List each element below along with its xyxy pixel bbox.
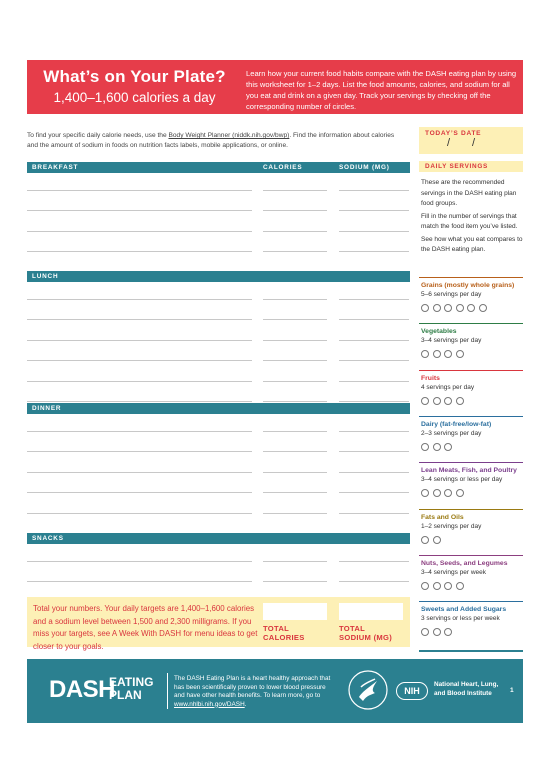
food-entry-line[interactable]: [27, 340, 252, 341]
sodium-column-header: SODIUM (MG): [339, 164, 390, 171]
serving-checkbox[interactable]: [479, 304, 487, 312]
food-group-servings: 3 servings or less per week: [421, 615, 500, 622]
sodium-entry-line[interactable]: [339, 360, 409, 361]
food-group-name: Fats and Oils: [421, 514, 464, 521]
header-banner: [27, 60, 523, 114]
sodium-entry-line[interactable]: [339, 251, 409, 252]
food-entry-line[interactable]: [27, 513, 252, 514]
total-sodium-label-line1: TOTAL: [339, 624, 366, 633]
serving-checkbox[interactable]: [444, 628, 452, 636]
serving-checkbox[interactable]: [421, 489, 429, 497]
food-entry-line[interactable]: [27, 561, 252, 562]
calories-entry-line[interactable]: [263, 561, 327, 562]
calories-column-header: CALORIES: [263, 164, 303, 171]
intro-text-before: To find your specific daily calorie needs, use the: [27, 132, 169, 139]
serving-checkbox[interactable]: [433, 489, 441, 497]
sodium-entry-line[interactable]: [339, 513, 409, 514]
page-number: 1: [510, 687, 514, 694]
calories-entry-line[interactable]: [263, 451, 327, 452]
food-group-5: [419, 509, 523, 544]
serving-checkbox[interactable]: [444, 443, 452, 451]
total-calories-label-line2: CALORIES: [263, 633, 305, 642]
daily-servings-intro-1: These are the recommended servings in the DASH eating plan food groups.: [421, 179, 517, 207]
calories-entry-line[interactable]: [263, 210, 327, 211]
header-description: Learn how your current food habits compare with the DASH eating plan by using this worksheet for 1–2 days. List the food amounts, calories, and sodium for all you eat and drink on a given day. Track your servings by checking off the corresponding number of circles.: [246, 69, 517, 111]
food-group-name: Sweets and Added Sugars: [421, 606, 507, 613]
serving-checkbox[interactable]: [433, 304, 441, 312]
sodium-entry-line[interactable]: [339, 190, 409, 191]
food-group-name: Nuts, Seeds, and Legumes: [421, 560, 508, 567]
food-entry-line[interactable]: [27, 472, 252, 473]
total-calories-label: [263, 624, 305, 642]
totals-box: [27, 597, 410, 651]
serving-checkbox[interactable]: [433, 628, 441, 636]
page-subtitle: 1,400–1,600 calories a day: [53, 90, 216, 105]
serving-circles: [421, 582, 523, 590]
total-sodium-label-line2: SODIUM (MG): [339, 633, 393, 642]
serving-checkbox[interactable]: [444, 582, 452, 590]
serving-checkbox[interactable]: [421, 397, 429, 405]
calories-entry-line[interactable]: [263, 431, 327, 432]
sodium-entry-line[interactable]: [339, 451, 409, 452]
serving-checkbox[interactable]: [444, 350, 452, 358]
logo-divider: [167, 673, 168, 709]
food-entry-line[interactable]: [27, 251, 252, 252]
sodium-entry-line[interactable]: [339, 319, 409, 320]
food-group-name: Lean Meats, Fish, and Poultry: [421, 467, 517, 474]
section-label: LUNCH: [32, 273, 59, 280]
todays-date-label: TODAY’S DATE: [425, 130, 482, 137]
hhs-eagle-icon: [347, 667, 389, 713]
serving-checkbox[interactable]: [421, 443, 429, 451]
food-group-servings: 2–3 servings per day: [421, 430, 482, 437]
serving-checkbox[interactable]: [444, 304, 452, 312]
servings-end-rule: [419, 650, 523, 652]
food-group-7: [419, 601, 523, 636]
food-group-servings: 4 servings per day: [421, 384, 475, 391]
serving-checkbox[interactable]: [433, 397, 441, 405]
page-title: What’s on Your Plate?: [43, 67, 226, 86]
food-group-name: Dairy (fat-free/low-fat): [421, 421, 492, 428]
calories-entry-line[interactable]: [263, 319, 327, 320]
food-entry-line[interactable]: [27, 360, 252, 361]
serving-circles: [421, 628, 523, 636]
total-sodium-input[interactable]: [339, 603, 403, 620]
header-title-block: [27, 60, 242, 114]
food-group-servings: 5–6 servings per day: [421, 291, 482, 298]
serving-checkbox[interactable]: [456, 489, 464, 497]
calories-entry-line[interactable]: [263, 513, 327, 514]
sodium-entry-line[interactable]: [339, 401, 409, 402]
total-calories-input[interactable]: [263, 603, 327, 620]
food-group-name: Grains (mostly whole grains): [421, 282, 515, 289]
food-group-6: [419, 555, 523, 590]
food-entry-line[interactable]: [27, 190, 252, 191]
sodium-entry-line[interactable]: [339, 492, 409, 493]
intro-text-after: . Find the information about calories and the amount of sodium in foods on nutrition facts labels, mobile applications, or online.: [27, 132, 395, 149]
food-group-1: [419, 323, 523, 358]
food-entry-line[interactable]: [27, 401, 252, 402]
footer-link-end: .: [244, 700, 247, 708]
sodium-entry-line[interactable]: [339, 299, 409, 300]
sodium-entry-line[interactable]: [339, 381, 409, 382]
daily-servings-intro-2: Fill in the number of servings that match the food item you’ve listed.: [421, 212, 518, 230]
footer-body: The DASH Eating Plan is a heart healthy approach that has been scientifically proven to lower blood pressure and have other health benefits.: [174, 675, 331, 699]
total-sodium-label: [339, 624, 392, 642]
calories-entry-line[interactable]: [263, 251, 327, 252]
sodium-entry-line[interactable]: [339, 472, 409, 473]
serving-checkbox[interactable]: [421, 582, 429, 590]
serving-checkbox[interactable]: [421, 304, 429, 312]
calories-entry-line[interactable]: [263, 381, 327, 382]
food-entry-line[interactable]: [27, 581, 252, 582]
calories-entry-line[interactable]: [263, 360, 327, 361]
section-header-breakfast: [27, 162, 410, 173]
section-label: BREAKFAST: [32, 164, 79, 171]
date-separators: //: [447, 137, 498, 149]
serving-checkbox[interactable]: [433, 350, 441, 358]
food-group-0: [419, 277, 523, 312]
serving-checkbox[interactable]: [421, 628, 429, 636]
nhlbi-name: [434, 681, 498, 698]
food-entry-line[interactable]: [27, 231, 252, 232]
section-header-dinner: [27, 403, 410, 414]
sodium-entry-line[interactable]: [339, 210, 409, 211]
daily-servings-header: DAILY SERVINGS: [419, 161, 523, 172]
daily-servings-intro: [421, 178, 525, 258]
food-group-servings: 1–2 servings per day: [421, 523, 482, 530]
footer: [27, 659, 523, 723]
section-header-lunch: [27, 271, 410, 282]
nhlbi-name-line2: and Blood Institute: [434, 689, 492, 697]
serving-checkbox[interactable]: [444, 397, 452, 405]
totals-instructions: Total your numbers. Your daily targets are 1,400–1,600 calories and a sodium level between 1,500 and 2,300 milligrams. If you miss your targets, see A Week With DASH for menu ideas to get closer to your goals.: [33, 604, 258, 651]
section-header-snacks: [27, 533, 410, 544]
serving-checkbox[interactable]: [456, 397, 464, 405]
calories-entry-line[interactable]: [263, 231, 327, 232]
serving-checkbox[interactable]: [456, 304, 464, 312]
food-group-3: [419, 416, 523, 451]
serving-checkbox[interactable]: [444, 489, 452, 497]
calories-entry-line[interactable]: [263, 492, 327, 493]
section-label: SNACKS: [32, 535, 64, 542]
sodium-entry-line[interactable]: [339, 340, 409, 341]
serving-checkbox[interactable]: [433, 582, 441, 590]
serving-circles: [421, 397, 523, 405]
food-entry-line[interactable]: [27, 431, 252, 432]
serving-circles: [421, 489, 523, 497]
nhlbi-name-line1: National Heart, Lung,: [434, 681, 499, 688]
serving-circles: [421, 350, 523, 358]
daily-servings-intro-3: See how what you eat compares to the DASH eating plan.: [421, 235, 523, 253]
serving-checkbox[interactable]: [433, 443, 441, 451]
sodium-entry-line[interactable]: [339, 561, 409, 562]
serving-checkbox[interactable]: [456, 582, 464, 590]
food-group-servings: 3–4 servings or less per day: [421, 476, 503, 483]
food-group-servings: 3–4 servings per week: [421, 569, 487, 576]
sodium-entry-line[interactable]: [339, 231, 409, 232]
food-entry-line[interactable]: [27, 319, 252, 320]
footer-learn-more: To learn more, go to: [263, 692, 321, 699]
calories-entry-line[interactable]: [263, 472, 327, 473]
calories-entry-line[interactable]: [263, 340, 327, 341]
food-entry-line[interactable]: [27, 299, 252, 300]
food-group-servings: 3–4 servings per day: [421, 337, 482, 344]
serving-circles: [421, 536, 523, 544]
dash-logo-text: DASH: [49, 676, 116, 703]
section-label: DINNER: [32, 405, 62, 412]
serving-checkbox[interactable]: [456, 350, 464, 358]
serving-checkbox[interactable]: [421, 350, 429, 358]
food-group-name: Fruits: [421, 375, 440, 382]
logo-eating-word: EATING: [109, 675, 154, 689]
serving-checkbox[interactable]: [433, 536, 441, 544]
food-entry-line[interactable]: [27, 451, 252, 452]
total-calories-label-line1: TOTAL: [263, 624, 290, 633]
food-group-name: Vegetables: [421, 328, 457, 335]
calories-entry-line[interactable]: [263, 190, 327, 191]
nih-badge: NIH: [396, 682, 428, 700]
food-entry-line[interactable]: [27, 492, 252, 493]
intro-text: [27, 131, 402, 151]
food-group-2: [419, 370, 523, 405]
sodium-entry-line[interactable]: [339, 431, 409, 432]
serving-circles: [421, 304, 523, 312]
body-weight-planner-link[interactable]: Body Weight Planner (niddk.nih.gov/bwp): [168, 132, 290, 139]
sodium-entry-line[interactable]: [339, 581, 409, 582]
serving-circles: [421, 443, 523, 451]
calories-entry-line[interactable]: [263, 401, 327, 402]
dash-website-link[interactable]: www.nhlbi.nih.gov/DASH: [174, 700, 245, 708]
todays-date-field[interactable]: [419, 127, 523, 154]
food-group-4: [419, 462, 523, 497]
footer-description: [174, 675, 334, 709]
logo-plan-word: PLAN: [109, 688, 142, 702]
food-entry-line[interactable]: [27, 381, 252, 382]
serving-checkbox[interactable]: [421, 536, 429, 544]
food-entry-line[interactable]: [27, 210, 252, 211]
calories-entry-line[interactable]: [263, 299, 327, 300]
serving-checkbox[interactable]: [467, 304, 475, 312]
eating-plan-logo: [109, 676, 153, 702]
calories-entry-line[interactable]: [263, 581, 327, 582]
